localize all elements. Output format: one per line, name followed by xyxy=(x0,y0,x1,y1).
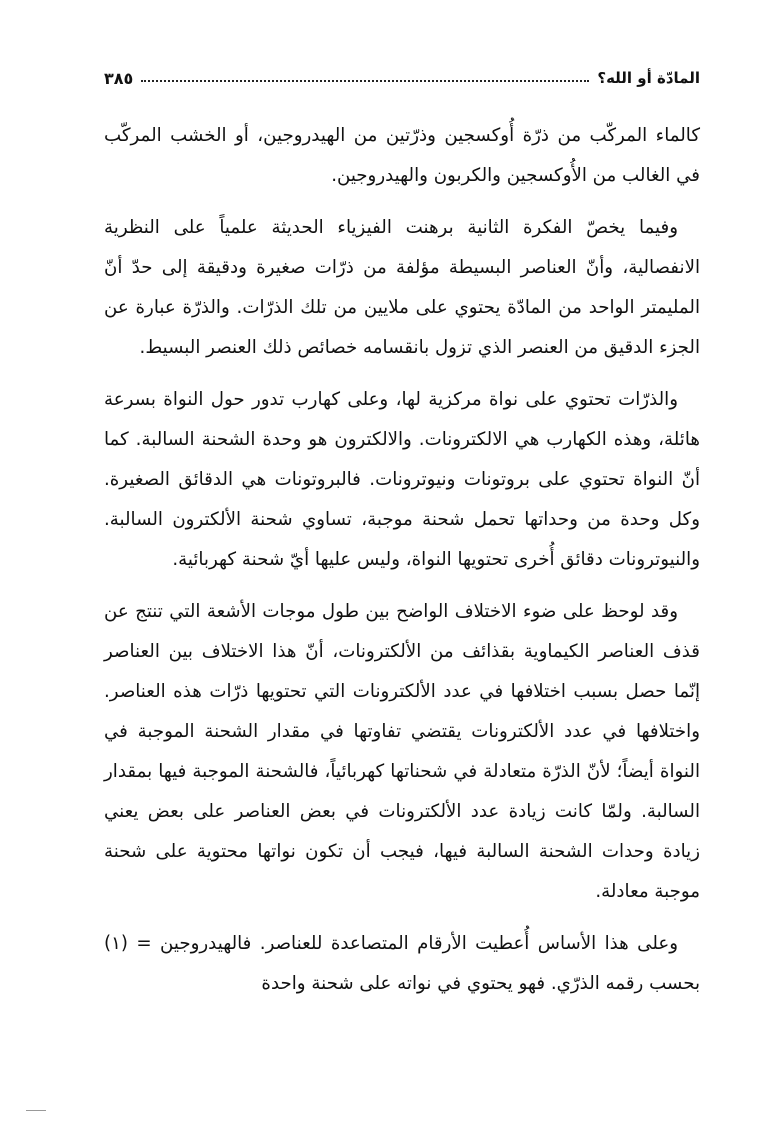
page-number: ٣٨٥ xyxy=(104,68,134,88)
running-title: المادّة أو الله؟ xyxy=(597,69,700,87)
book-page xyxy=(104,60,700,1004)
paragraph-electron-difference: وقد لوحظ على ضوء الاختلاف الواضح بين طول موجات الأشعة التي تنتج عن قذف العناصر الكيماوية بقذائف من الألكترونات، أنّ هذا الاختلاف بين العناصر إنّما حصل بسبب اختلافها في عدد الألكترونات التي تحتويها ذرّات هذه العناصر. واختلافها في عدد الألكترونات يقتضي تفاوتها في مقدار الشحنة الموجبة في النواة أيضاً؛ لأنّ الذرّة متعادلة في شحناتها كهربائياً، فالشحنة الموجبة فيها بمقدار السالبة. ولمّا كانت زيادة عدد الألكترونات في بعض العناصر على بعض يعني زيادة وحدات الشحنة السالبة فيها، فيجب أن تكون نواتها محتوية على شحنة موجبة معادلة. xyxy=(104,601,700,902)
paragraph-continuation: كالماء المركّب من ذرّة أُوكسجين وذرّتين من الهيدروجين، أو الخشب المركّب في الغالب من الأُوكسجين والكربون والهيدروجين. xyxy=(104,125,700,186)
footer-mark xyxy=(26,1110,46,1111)
paragraph-atomic-numbers: وعلى هذا الأساس أُعطيت الأرقام المتصاعدة للعناصر. فالهيدروجين = (١) بحسب رقمه الذرّي. فهو يحتوي في نواته على شحنة واحدة xyxy=(104,933,700,994)
page-header xyxy=(104,60,700,96)
paragraph-atom-structure: والذرّات تحتوي على نواة مركزية لها، وعلى كهارب تدور حول النواة بسرعة هائلة، وهذه الكهارب هي الالكترونات. والالكترون هو وحدة الشحنة السالبة. كما أنّ النواة تحتوي على بروتونات ونيوترونات. فالبروتونات هي الدقائق الصغيرة. وكل وحدة من وحداتها تحمل شحنة موجبة، تساوي شحنة الألكترون السالبة. والنيوترونات دقائق أُخرى تحتويها النواة، وليس عليها أيّ شحنة كهربائية. xyxy=(104,389,700,570)
paragraph-atomic-theory: وفيما يخصّ الفكرة الثانية برهنت الفيزياء الحديثة علمياً على النظرية الانفصالية، وأنّ العناصر البسيطة مؤلفة من ذرّات صغيرة ودقيقة إلى حدّ أنّ المليمتر الواحد من المادّة يحتوي على ملايين من تلك الذرّات. والذرّة عبارة عن الجزء الدقيق من العنصر الذي تزول بانقسامه خصائص ذلك العنصر البسيط. xyxy=(104,217,700,358)
dot-leader xyxy=(141,80,589,82)
